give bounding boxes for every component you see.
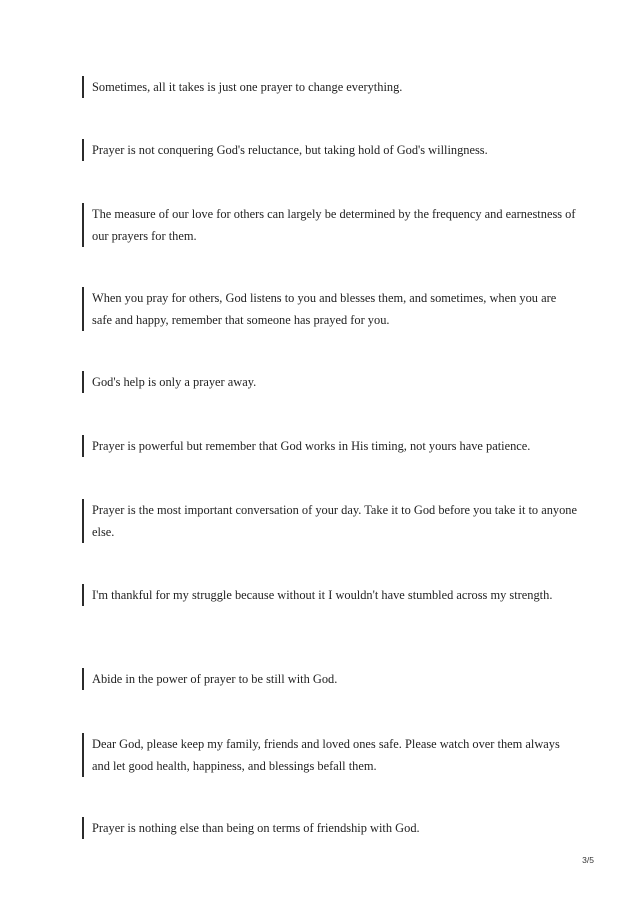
quote-item: Sometimes, all it takes is just one prayer to change everything.	[82, 76, 577, 98]
quote-item: Abide in the power of prayer to be still with God.	[82, 668, 577, 690]
quote-item: When you pray for others, God listens to you and blesses them, and sometimes, when you are safe and happy, remember that someone has prayed for you.	[82, 287, 577, 331]
quote-item: Prayer is not conquering God's reluctance, but taking hold of God's willingness.	[82, 139, 577, 161]
quote-item: Prayer is nothing else than being on terms of friendship with God.	[82, 817, 577, 839]
page-number: 3/5	[582, 855, 594, 865]
quote-item: The measure of our love for others can largely be determined by the frequency and earnestness of our prayers for them.	[82, 203, 577, 247]
quote-item: Prayer is powerful but remember that God works in His timing, not yours have patience.	[82, 435, 577, 457]
quote-item: Prayer is the most important conversation of your day. Take it to God before you take it to anyone else.	[82, 499, 577, 543]
quote-item: God's help is only a prayer away.	[82, 371, 577, 393]
quote-item: Dear God, please keep my family, friends and loved ones safe. Please watch over them always and let good health, happiness, and blessings befall them.	[82, 733, 577, 777]
quote-item: I'm thankful for my struggle because without it I wouldn't have stumbled across my strength.	[82, 584, 577, 606]
